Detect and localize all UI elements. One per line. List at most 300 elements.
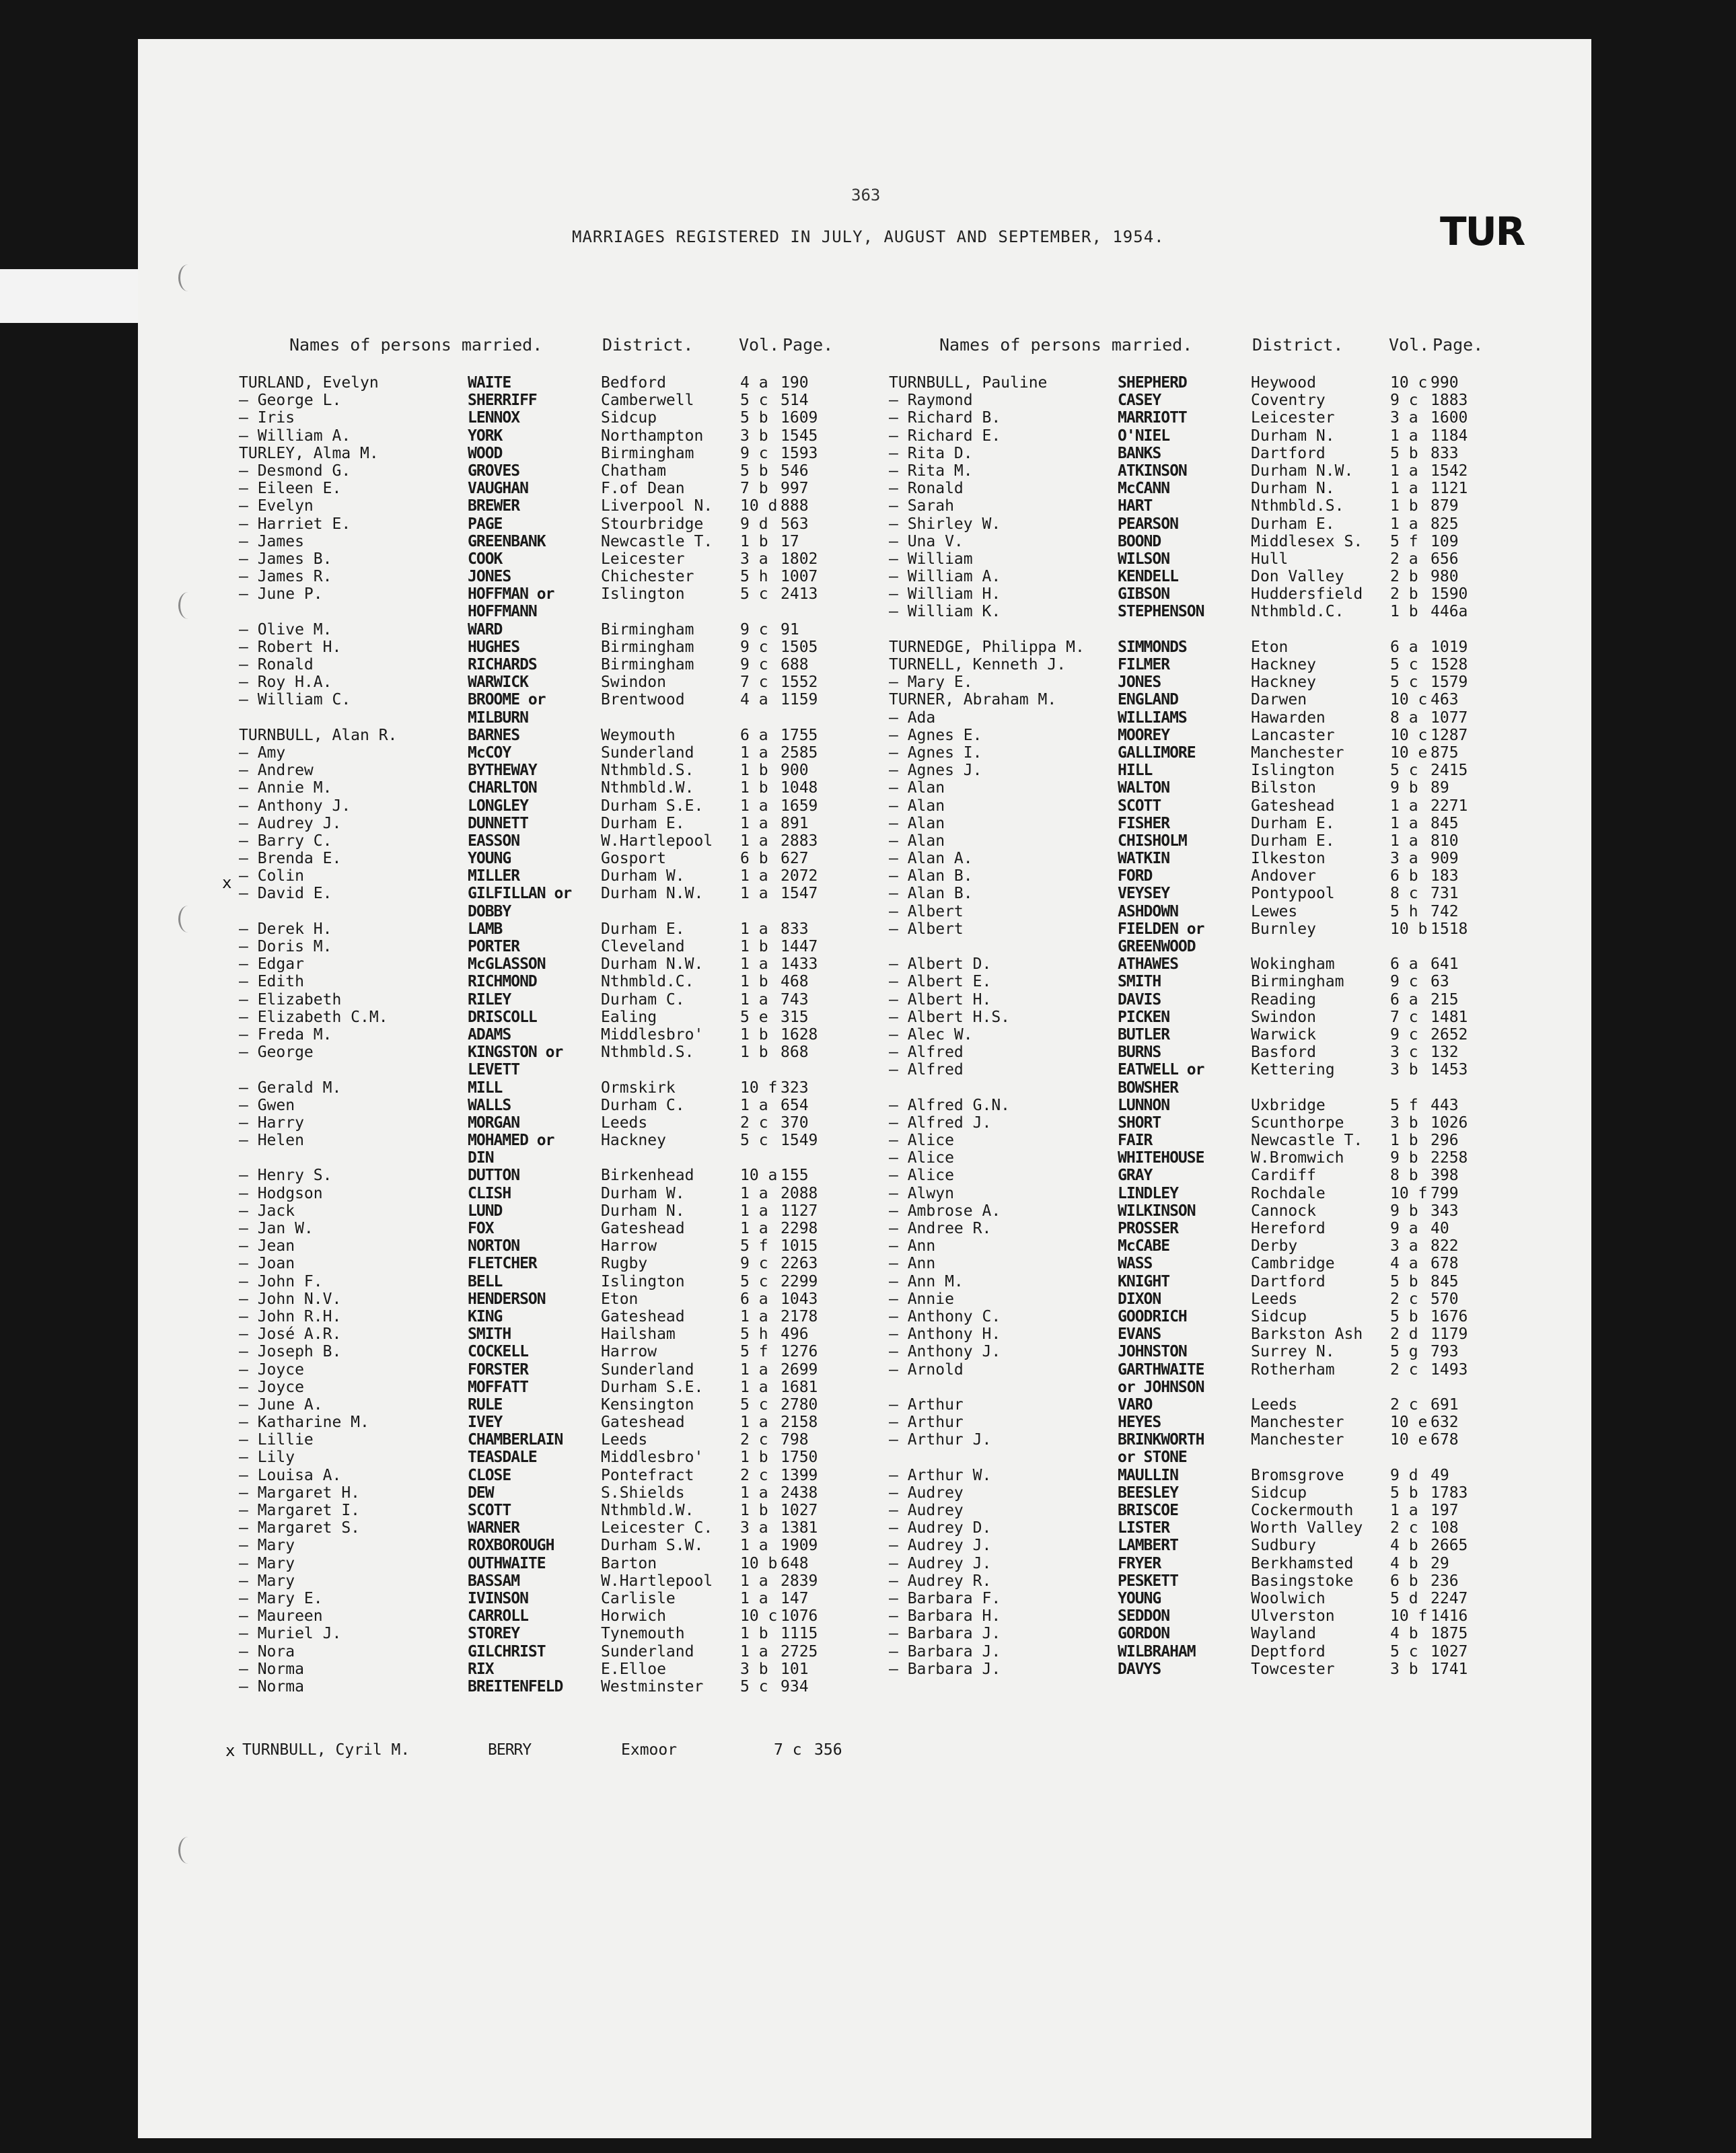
entry-spouse: MOFFATT [468, 1378, 528, 1396]
entry-name: — William C. [239, 691, 351, 709]
entry-vol: 3 b [1390, 1660, 1418, 1678]
entry-spouse: KENDELL [1118, 568, 1178, 586]
entry-page: 793 [1431, 1343, 1459, 1361]
entry-page: 1433 [781, 955, 818, 974]
entry-name: — Joyce [239, 1378, 304, 1396]
entry-name: — Annie M. [239, 779, 332, 797]
entry-spouse: WARD [468, 620, 503, 638]
entry-spouse: O'NIEL [1118, 427, 1170, 445]
entry-spouse: HILL [1118, 762, 1153, 780]
entry-name: — Maureen [239, 1607, 323, 1626]
entry-page: 845 [1431, 1272, 1459, 1290]
entry-district: Birmingham [601, 620, 694, 638]
entry-spouse: PESKETT [1118, 1572, 1178, 1590]
entry-row [239, 1167, 875, 1184]
entry-row [239, 1519, 875, 1537]
entry-name: — David E. [239, 885, 332, 903]
entry-page: 1027 [781, 1502, 818, 1519]
entry-name: — Alfred [889, 1044, 964, 1062]
entry-page: 2839 [781, 1572, 818, 1590]
entry-row [239, 1149, 875, 1167]
entry-spouse: MOOREY [1118, 726, 1170, 744]
entry-name: — Hodgson [239, 1184, 323, 1202]
entry-district: Durham E. [1251, 515, 1335, 533]
entry-vol: 5 b [1390, 444, 1418, 462]
entry-name: — Anthony C. [889, 1307, 1001, 1325]
entry-page: 443 [1431, 1096, 1459, 1114]
entry-row [889, 991, 1525, 1009]
entry-vol: 5 f [740, 1343, 768, 1361]
entry-row [239, 1009, 875, 1026]
entry-name: — Arthur [889, 1395, 964, 1414]
entry-district: Nthmbld.S. [601, 1044, 694, 1062]
entry-district: Rotherham [1251, 1360, 1335, 1379]
entry-name: — Ann [889, 1255, 936, 1273]
entry-vol: 1 a [740, 885, 768, 903]
entry-spouse: MOHAMED or [468, 1132, 554, 1150]
entry-district: Swindon [1251, 1008, 1316, 1026]
entry-page: 236 [1431, 1572, 1459, 1590]
entry-district: Don Valley [1251, 568, 1344, 586]
entry-spouse: HEYES [1118, 1414, 1161, 1432]
entry-district: Durham C. [601, 990, 685, 1009]
entry-spouse: BRINKWORTH [1118, 1431, 1204, 1449]
entry-spouse: GILFILLAN or [468, 885, 572, 903]
entry-page: 1027 [1431, 1642, 1468, 1661]
entry-name: — Barbara F. [889, 1589, 1001, 1607]
entry-page: 563 [781, 515, 809, 533]
entry-vol: 1 b [740, 1025, 768, 1044]
entry-page: 1750 [781, 1449, 818, 1467]
entry-spouse: PORTER [468, 938, 520, 955]
entry-page: 1048 [781, 779, 818, 797]
entry-page: 1493 [1431, 1360, 1468, 1379]
entry-district: Barkston Ash [1251, 1325, 1363, 1344]
entry-spouse: ADAMS [468, 1025, 511, 1044]
entry-vol: 5 h [740, 1325, 768, 1344]
entry-district: E.Elloe [601, 1660, 666, 1678]
entry-name: — Mary [239, 1537, 295, 1555]
entry-vol: 5 b [1390, 1307, 1418, 1325]
entry-page: 654 [781, 1096, 809, 1114]
entry-spouse: YOUNG [468, 850, 511, 868]
left-entries [239, 374, 875, 1695]
entry-spouse: TEASDALE [468, 1449, 537, 1467]
entry-vol: 5 b [740, 462, 768, 480]
entry-district: Middlesbro' [601, 1025, 704, 1044]
entry-district: Bromsgrove [1251, 1466, 1344, 1484]
entry-spouse: PEARSON [1118, 515, 1178, 533]
entry-district: Islington [1251, 762, 1335, 780]
entry-spouse: CHARLTON [468, 779, 537, 797]
entry-district: Manchester [1251, 743, 1344, 762]
entry-page: 109 [1431, 532, 1459, 550]
entry-name: — Jack [239, 1202, 295, 1220]
entry-spouse: or JOHNSON [1118, 1378, 1204, 1396]
entry-district: Worth Valley [1251, 1519, 1363, 1537]
entry-row [239, 1449, 875, 1466]
entry-vol: 3 c [1390, 1044, 1418, 1062]
entry-name: — Harriet E. [239, 515, 351, 533]
entry-spouse: CARROLL [468, 1607, 528, 1626]
entry-page: 2178 [781, 1307, 818, 1325]
entry-spouse: BROOME or [468, 691, 546, 709]
entry-vol: 1 b [740, 1044, 768, 1062]
entry-page: 2263 [781, 1255, 818, 1273]
entry-row [889, 1026, 1525, 1044]
entry-spouse: DOBBY [468, 902, 511, 920]
entry-page: 798 [781, 1431, 809, 1449]
entry-spouse: BANKS [1118, 444, 1161, 462]
entry-page: 1184 [1431, 427, 1468, 445]
entry-page: 2585 [781, 743, 818, 762]
entry-vol: 5 c [1390, 656, 1418, 673]
entry-district: Cockermouth [1251, 1502, 1354, 1519]
entry-name: — Elizabeth C.M. [239, 1008, 388, 1026]
entry-spouse: HUGHES [468, 638, 520, 656]
entry-vol: 5 e [740, 1008, 768, 1026]
entry-spouse: BOOND [1118, 532, 1161, 550]
entry-spouse: FAIR [1118, 1132, 1153, 1150]
entry-vol: 5 b [740, 409, 768, 427]
entry-vol: 10 b [740, 1554, 778, 1572]
entry-vol: 2 c [1390, 1395, 1418, 1414]
entry-page: 463 [1431, 691, 1459, 709]
entry-name: — George [239, 1044, 314, 1062]
entry-vol: 6 a [1390, 638, 1418, 656]
entry-row [889, 1044, 1525, 1061]
entry-row [889, 480, 1525, 497]
entry-row [239, 1237, 875, 1255]
entry-row [889, 832, 1525, 850]
entry-row [239, 1273, 875, 1290]
entry-row [889, 762, 1525, 779]
entry-page: 2883 [781, 832, 818, 850]
entry-page: 190 [781, 374, 809, 392]
entry-row [889, 727, 1525, 744]
entry-page: 1453 [1431, 1061, 1468, 1079]
entry-spouse: KING [468, 1307, 503, 1325]
entry-vol: 3 b [1390, 1114, 1418, 1132]
entry-district: Hackney [601, 1132, 666, 1150]
entry-name: — Barbara J. [889, 1642, 1001, 1661]
entry-vol: 9 d [1390, 1466, 1418, 1484]
entry-spouse: SHEPHERD [1118, 374, 1187, 392]
entry-name: — Henry S. [239, 1167, 332, 1185]
entry-spouse: WARWICK [468, 673, 528, 692]
entry-spouse: IVINSON [468, 1589, 528, 1607]
entry-row [889, 409, 1525, 427]
entry-spouse: IVEY [468, 1414, 503, 1432]
entry-vol: 3 b [740, 427, 768, 445]
entry-spouse: McCOY [468, 743, 511, 762]
entry-district: Bilston [1251, 779, 1316, 797]
entry-district: Birkenhead [601, 1167, 694, 1185]
entry-district: Nthmbld.C. [1251, 603, 1344, 621]
entry-district: Durham N.W. [1251, 462, 1354, 480]
entry-name: — Desmond G. [239, 462, 351, 480]
entry-vol: 10 a [740, 1167, 778, 1185]
entry-district: Northampton [601, 427, 704, 445]
entry-row [239, 1678, 875, 1695]
entry-page: 868 [781, 1044, 809, 1062]
entry-row [889, 955, 1525, 973]
entry-district: Andover [1251, 867, 1316, 885]
entry-name: — June P. [239, 585, 323, 604]
entry-vol: 7 c [774, 1741, 802, 1759]
entry-district: Islington [601, 1272, 685, 1290]
entry-district: Leicester C. [601, 1519, 713, 1537]
entry-page: 891 [781, 814, 809, 832]
entry-name: — Margaret I. [239, 1502, 361, 1519]
entry-spouse: HOFFMANN [468, 603, 537, 621]
entry-district: Durham E. [601, 920, 685, 938]
entry-spouse: GREENBANK [468, 532, 546, 550]
entry-vol: 5 d [1390, 1589, 1418, 1607]
page-number: 363 [851, 186, 881, 205]
entry-district: S.Shields [601, 1484, 685, 1502]
entry-page: 632 [1431, 1414, 1459, 1432]
entry-row [889, 1114, 1525, 1132]
entry-row [239, 1555, 875, 1572]
entry-page: 1552 [781, 673, 818, 692]
entry-district: Exmoor [621, 1741, 678, 1759]
entry-spouse: FORSTER [468, 1360, 528, 1379]
entry-page: 323 [781, 1079, 809, 1097]
entry-vol: 5 c [740, 392, 768, 410]
entry-row [889, 445, 1525, 462]
entry-row [239, 727, 875, 744]
entry-spouse: FORD [1118, 867, 1153, 885]
entry-name: — Raymond [889, 392, 973, 410]
entry-row [889, 1149, 1525, 1167]
entry-spouse: DIN [468, 1149, 494, 1167]
entry-district: Stourbridge [601, 515, 704, 533]
entry-vol: 3 b [1390, 1061, 1418, 1079]
entry-district: Warwick [1251, 1025, 1316, 1044]
entry-vol: 10 c [1390, 691, 1428, 709]
entry-district: Kettering [1251, 1061, 1335, 1079]
entry-name: — Helen [239, 1132, 304, 1150]
entry-vol: 1 a [740, 1307, 768, 1325]
entry-row [889, 533, 1525, 550]
entry-row [889, 1220, 1525, 1237]
entry-row [889, 1643, 1525, 1661]
entry-district: Durham E. [1251, 832, 1335, 850]
entry-district: Manchester [1251, 1431, 1344, 1449]
entry-page: 2780 [781, 1395, 818, 1414]
left-column [239, 335, 875, 1695]
entry-page: 468 [781, 973, 809, 991]
entry-name: TURNBULL, Pauline [889, 374, 1048, 392]
entry-row [889, 1625, 1525, 1642]
entry-spouse: LAMBERT [1118, 1537, 1178, 1555]
entry-name: — Alec W. [889, 1025, 973, 1044]
entry-page: 1590 [1431, 585, 1468, 604]
entry-district: Darwen [1251, 691, 1307, 709]
entry-spouse: MILL [468, 1079, 503, 1097]
entry-vol: 1 b [1390, 497, 1418, 515]
entry-vol: 5 g [1390, 1343, 1418, 1361]
entry-name: — June A. [239, 1395, 323, 1414]
entry-page: 1416 [1431, 1607, 1468, 1626]
entry-vol: 9 b [1390, 1202, 1418, 1220]
entry-row [239, 392, 875, 409]
entry-page: 799 [1431, 1184, 1459, 1202]
entry-spouse: VAUGHAN [468, 480, 528, 498]
entry-name: — Jan W. [239, 1220, 314, 1237]
entry-district: Wayland [1251, 1625, 1316, 1643]
entry-name: — Richard B. [889, 409, 1001, 427]
entry-spouse: WHITEHOUSE [1118, 1149, 1204, 1167]
entry-spouse: VARO [1118, 1395, 1153, 1414]
entry-vol: 4 a [1390, 1255, 1418, 1273]
entry-name: — Rita M. [889, 462, 973, 480]
entry-page: 2271 [1431, 797, 1468, 815]
entry-vol: 1 a [740, 920, 768, 938]
entry-page: 845 [1431, 814, 1459, 832]
entry-row [239, 1361, 875, 1379]
entry-row [889, 1607, 1525, 1625]
entry-spouse: BYTHEWAY [468, 762, 537, 780]
entry-district: Middlesbro' [601, 1449, 704, 1467]
entry-spouse: DUNNETT [468, 814, 528, 832]
entry-page: 356 [814, 1741, 842, 1759]
entry-vol: 10 e [1390, 743, 1428, 762]
entry-spouse: McCANN [1118, 480, 1170, 498]
entry-name: — Margaret S. [239, 1519, 361, 1537]
entry-district: Sudbury [1251, 1537, 1316, 1555]
entry-row [239, 638, 875, 656]
entry-name: — Anthony J. [239, 797, 351, 815]
entry-name: — Norma [239, 1660, 304, 1678]
vol-header: Vol. [739, 335, 780, 355]
entry-page: 1547 [781, 885, 818, 903]
entry-page: 990 [1431, 374, 1459, 392]
entry-row [239, 850, 875, 867]
entry-name: — Ronald [239, 656, 314, 673]
entry-page: 183 [1431, 867, 1459, 885]
entry-spouse: WALTON [1118, 779, 1170, 797]
entry-name: TURLAND, Evelyn [239, 374, 379, 392]
entry-vol: 5 h [740, 568, 768, 586]
entry-district: Hackney [1251, 673, 1316, 692]
entry-page: 875 [1431, 743, 1459, 762]
entry-district: Leeds [601, 1114, 648, 1132]
entry-name: — Jean [239, 1237, 295, 1255]
entry-spouse: BARNES [468, 726, 520, 744]
entry-spouse: GORDON [1118, 1625, 1170, 1643]
entry-spouse: YORK [468, 427, 503, 445]
entry-row [239, 480, 875, 497]
entry-district: Nthmbld.S. [601, 762, 694, 780]
entry-row [239, 1290, 875, 1308]
entry-page: 546 [781, 462, 809, 480]
entry-district: Durham S.E. [601, 1378, 704, 1396]
entry-page: 2088 [781, 1184, 818, 1202]
entry-vol: 1 a [740, 814, 768, 832]
entry-name: — Gerald M. [239, 1079, 342, 1097]
entry-name: — Barry C. [239, 832, 332, 850]
entry-row [239, 903, 875, 920]
entry-spouse: LEVETT [468, 1061, 520, 1079]
entry-vol: 4 a [740, 374, 768, 392]
entry-page: 1287 [1431, 726, 1468, 744]
entry-district: Kensington [601, 1395, 694, 1414]
entry-row [889, 1537, 1525, 1554]
entry-spouse: RICHARDS [468, 656, 537, 673]
district-header: District. [602, 335, 694, 355]
entry-row [239, 955, 875, 973]
entry-vol: 2 c [1390, 1519, 1418, 1537]
entry-vol: 1 a [740, 1360, 768, 1379]
entry-spouse: WASS [1118, 1255, 1153, 1273]
entry-district: Leeds [601, 1431, 648, 1449]
entry-row [889, 1379, 1525, 1396]
entry-row [889, 709, 1525, 727]
entry-spouse: ASHDOWN [1118, 902, 1178, 920]
entry-spouse: LUNNON [1118, 1096, 1170, 1114]
entry-spouse: PROSSER [1118, 1220, 1178, 1237]
entry-district: Harrow [601, 1237, 657, 1255]
entry-page: 1909 [781, 1537, 818, 1555]
entry-name: — Agnes J. [889, 762, 982, 780]
entry-spouse: CLOSE [468, 1466, 511, 1484]
entry-vol: 1 b [740, 1502, 768, 1519]
entry-district: Nthmbld.W. [601, 1502, 694, 1519]
entry-name: — Joseph B. [239, 1343, 342, 1361]
entry-name: — William H. [889, 585, 1001, 604]
entry-page: 934 [781, 1677, 809, 1695]
entry-district: Chatham [601, 462, 666, 480]
entry-name: — Anthony H. [889, 1325, 1001, 1344]
entry-row [889, 374, 1525, 392]
entry-district: Carlisle [601, 1589, 676, 1607]
entry-page: 1755 [781, 726, 818, 744]
entry-name: — Alan [889, 814, 945, 832]
entry-name: — Alan A. [889, 850, 973, 868]
entry-page: 1179 [1431, 1325, 1468, 1344]
entry-vol: 2 a [1390, 550, 1418, 568]
entry-name: — Audrey J. [239, 814, 342, 832]
entry-row [239, 885, 875, 902]
entry-row [889, 1661, 1525, 1678]
entry-row [239, 568, 875, 585]
entry-spouse: ATKINSON [1118, 462, 1187, 480]
entry-page: 1579 [1431, 673, 1468, 692]
entry-page: 1542 [1431, 462, 1468, 480]
entry-row [239, 673, 875, 691]
entry-vol: 1 a [740, 832, 768, 850]
entry-district: Durham S.E. [601, 797, 704, 815]
entry-name: — Lily [239, 1449, 295, 1467]
entry-row [239, 445, 875, 462]
entry-spouse: GROVES [468, 462, 520, 480]
entry-vol: 1 a [740, 1642, 768, 1661]
names-header: Names of persons married. [289, 335, 543, 355]
entry-page: 1528 [1431, 656, 1468, 673]
entry-vol: 4 b [1390, 1554, 1418, 1572]
entry-vol: 9 c [740, 638, 768, 656]
entry-vol: 2 d [1390, 1325, 1418, 1344]
entry-row [889, 568, 1525, 585]
entry-name: — Joan [239, 1255, 295, 1273]
entry-row [889, 691, 1525, 708]
entry-district: Ormskirk [601, 1079, 676, 1097]
entry-spouse: VEYSEY [1118, 885, 1170, 903]
entry-vol: 6 b [740, 850, 768, 868]
entry-row [239, 1308, 875, 1325]
